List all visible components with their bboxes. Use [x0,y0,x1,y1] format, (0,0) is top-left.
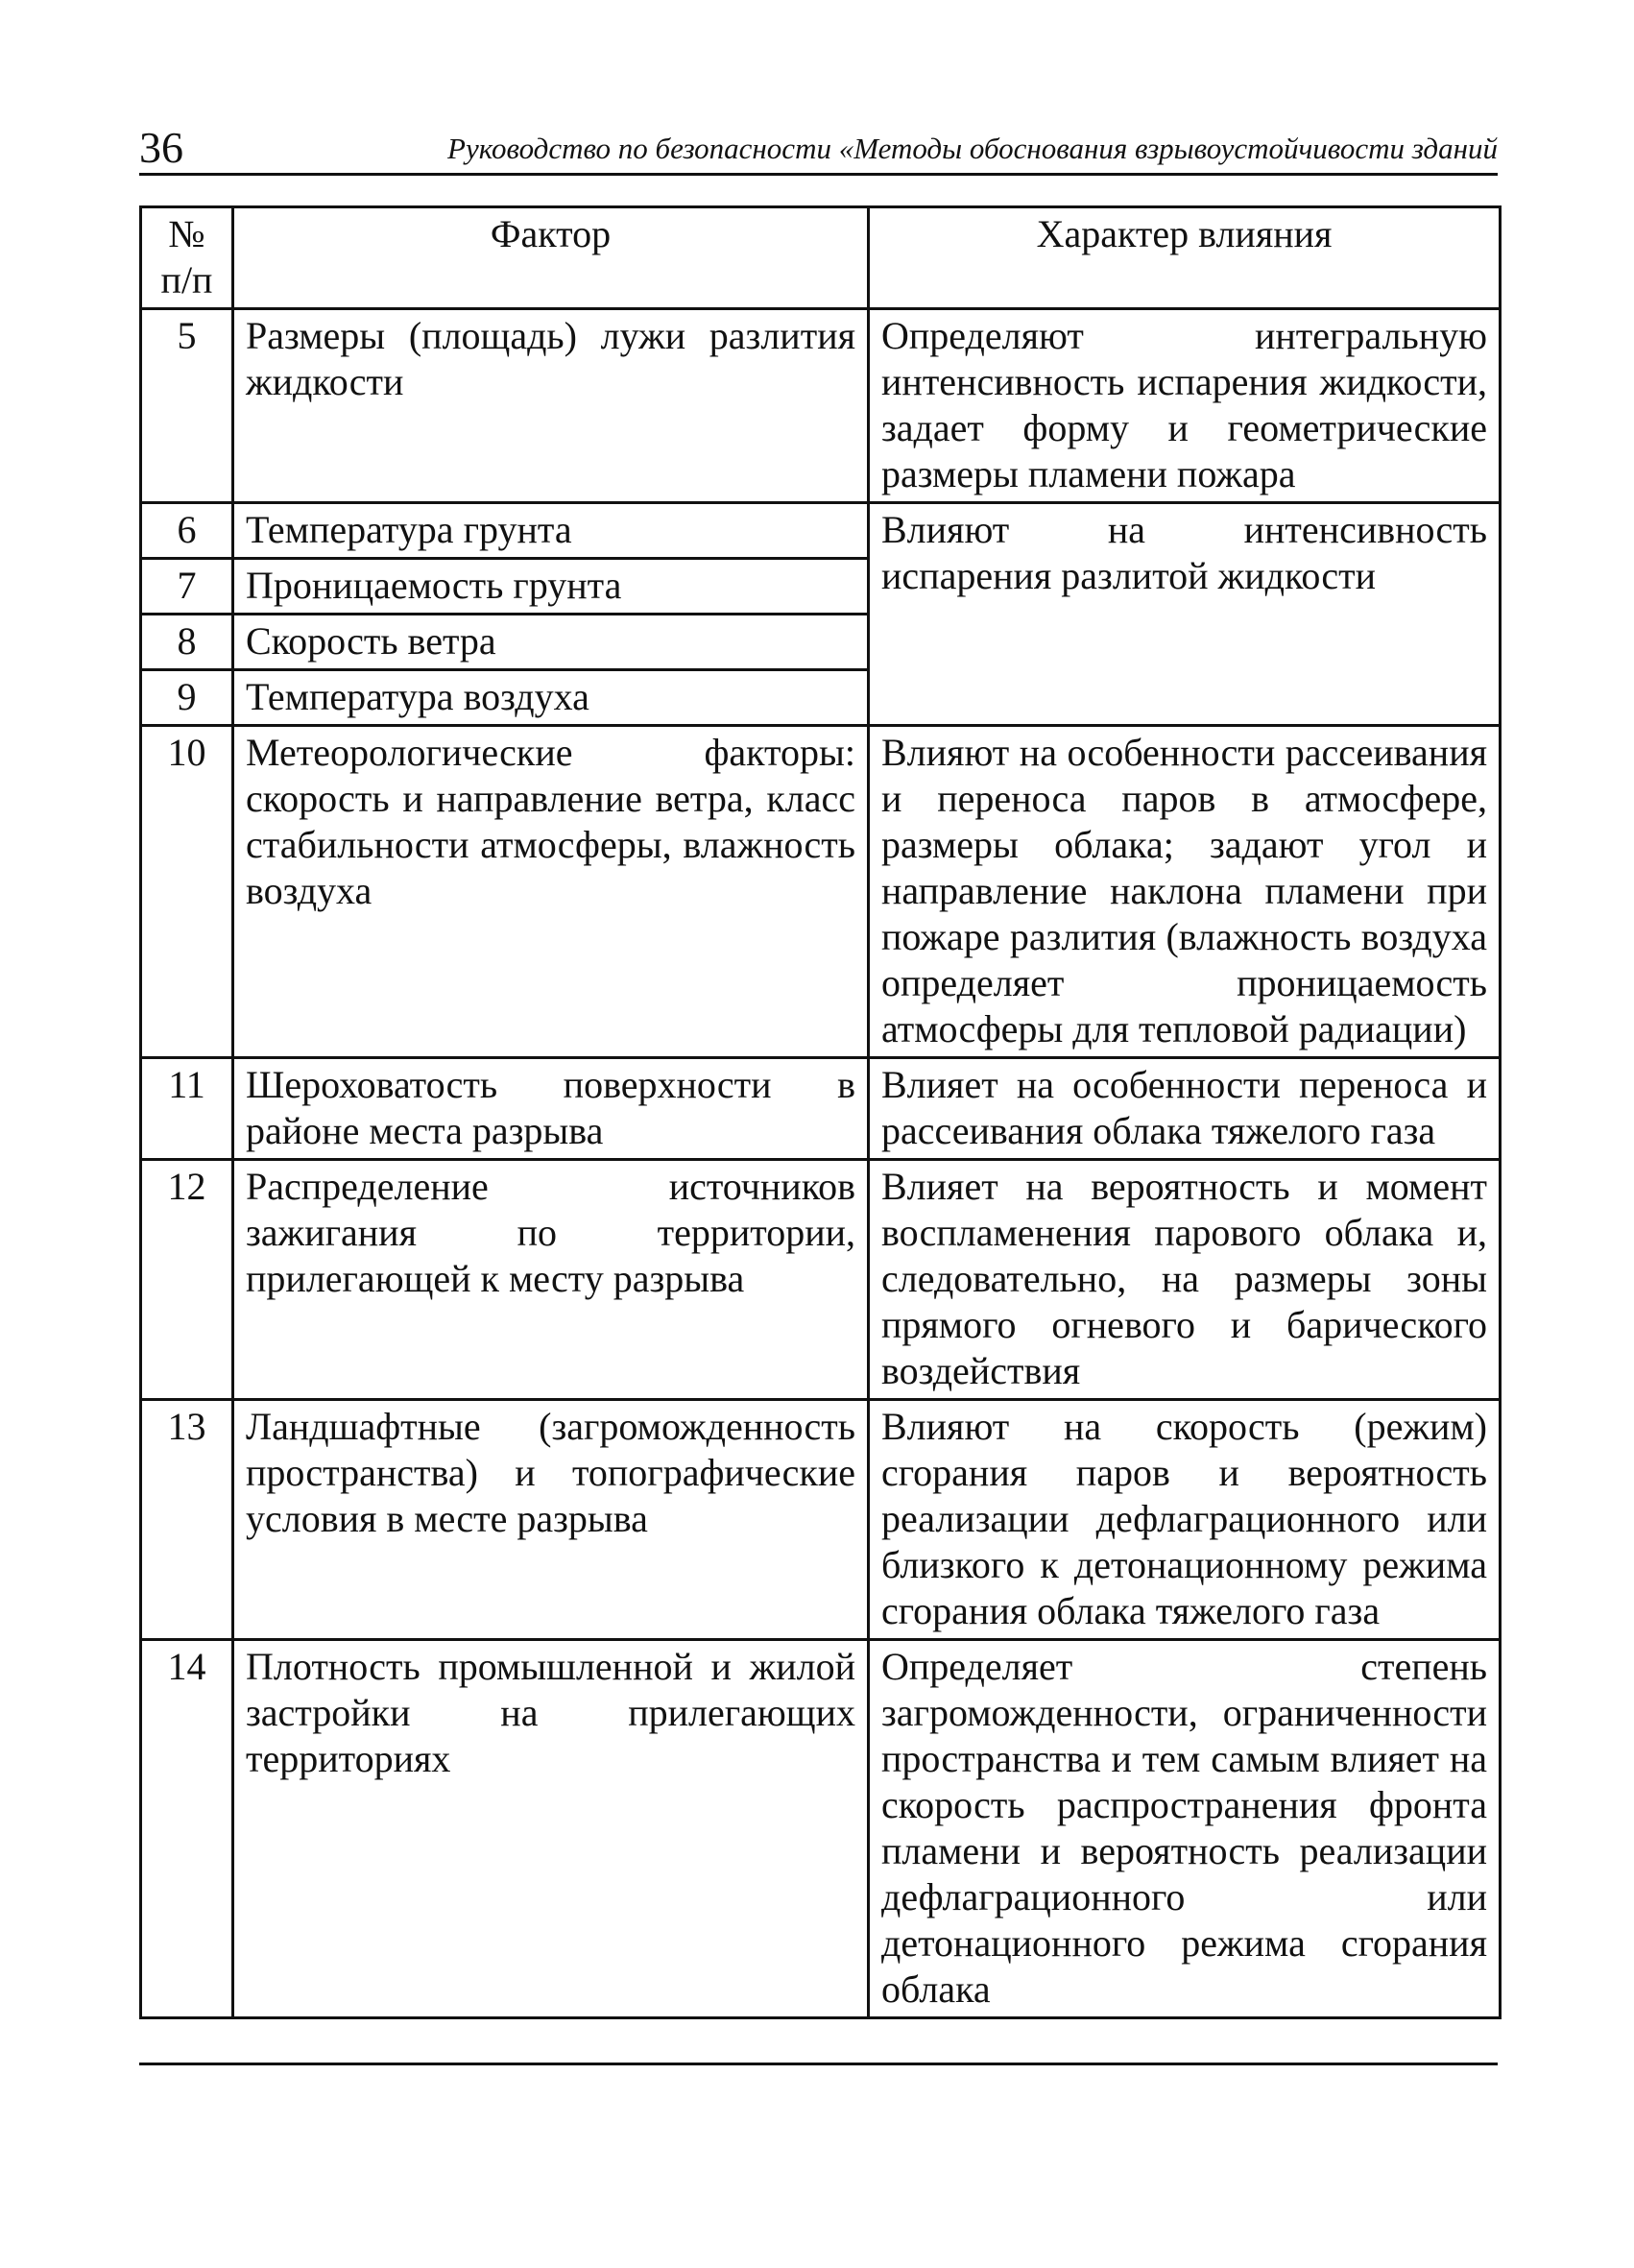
column-header-number: № п/п [141,207,233,309]
row-number: 10 [141,726,233,1058]
table-header-row [141,207,1501,309]
table-row [141,726,1501,1058]
table-row [141,1640,1501,2018]
factor-cell: Размеры (площадь) лужи разлития жидкости [233,309,869,503]
table-row [141,1400,1501,1640]
table-row [141,1160,1501,1400]
factor-cell: Скорость ветра [233,615,869,670]
effect-cell: Влияет на вероятность и момент воспламенения парового облака и, следовательно, на размеры зоны прямого огневого и барического воздействия [869,1160,1501,1400]
header-divider [139,173,1498,176]
page-number: 36 [139,123,183,172]
table-row [141,309,1501,503]
effect-cell: Определяет степень загроможденности, ограниченности пространства и тем самым влияет на скорость распространения фронта пламени и вероятность реализации дефлаграционного или детонационного режима сгорания облака [869,1640,1501,2018]
factor-cell: Шероховатость поверхности в районе места разрыва [233,1058,869,1160]
factor-cell: Распределение источников зажигания по территории, прилегающей к месту разрыва [233,1160,869,1400]
row-number: 9 [141,670,233,726]
running-header: Руководство по безопасности «Методы обоснования взрывоустойчивости зданий [447,132,1498,165]
table-row [141,1058,1501,1160]
row-number: 14 [141,1640,233,2018]
factor-cell: Плотность промышленной и жилой застройки на прилегающих территориях [233,1640,869,2018]
effect-cell: Влияют на скорость (режим) сгорания паров и вероятность реализации дефлаграционного или близкого к детонационному режима сгорания облака тяжелого газа [869,1400,1501,1640]
effect-cell: Определяют интегральную интенсивность испарения жидкости, задает форму и геометрические размеры пламени пожара [869,309,1501,503]
effect-cell: Влияет на особенности переноса и рассеивания облака тяжелого газа [869,1058,1501,1160]
effect-cell: Влияют на особенности рассеивания и переноса паров в атмосфере, размеры облака; задают угол и направление наклона пламени при пожаре разлития (влажность воздуха определяет проницаемость атмосферы для тепловой радиации) [869,726,1501,1058]
column-header-factor: Фактор [233,207,869,309]
row-number: 13 [141,1400,233,1640]
row-number: 6 [141,503,233,559]
row-number: 12 [141,1160,233,1400]
effect-cell: Влияют на интенсивность испарения разлитой жидкости [869,503,1501,726]
table-row [141,503,1501,559]
row-number: 5 [141,309,233,503]
factor-cell: Ландшафтные (загроможденность пространства) и топографические условия в месте разрыва [233,1400,869,1640]
factor-cell: Метеорологические факторы: скорость и направление ветра, класс стабильности атмосферы, влажность воздуха [233,726,869,1058]
factor-cell: Температура воздуха [233,670,869,726]
column-header-effect: Характер влияния [869,207,1501,309]
footer-divider [139,2063,1498,2065]
factor-cell: Температура грунта [233,503,869,559]
row-number: 7 [141,559,233,615]
row-number: 8 [141,615,233,670]
factors-table [139,205,1502,2019]
factor-cell: Проницаемость грунта [233,559,869,615]
row-number: 11 [141,1058,233,1160]
